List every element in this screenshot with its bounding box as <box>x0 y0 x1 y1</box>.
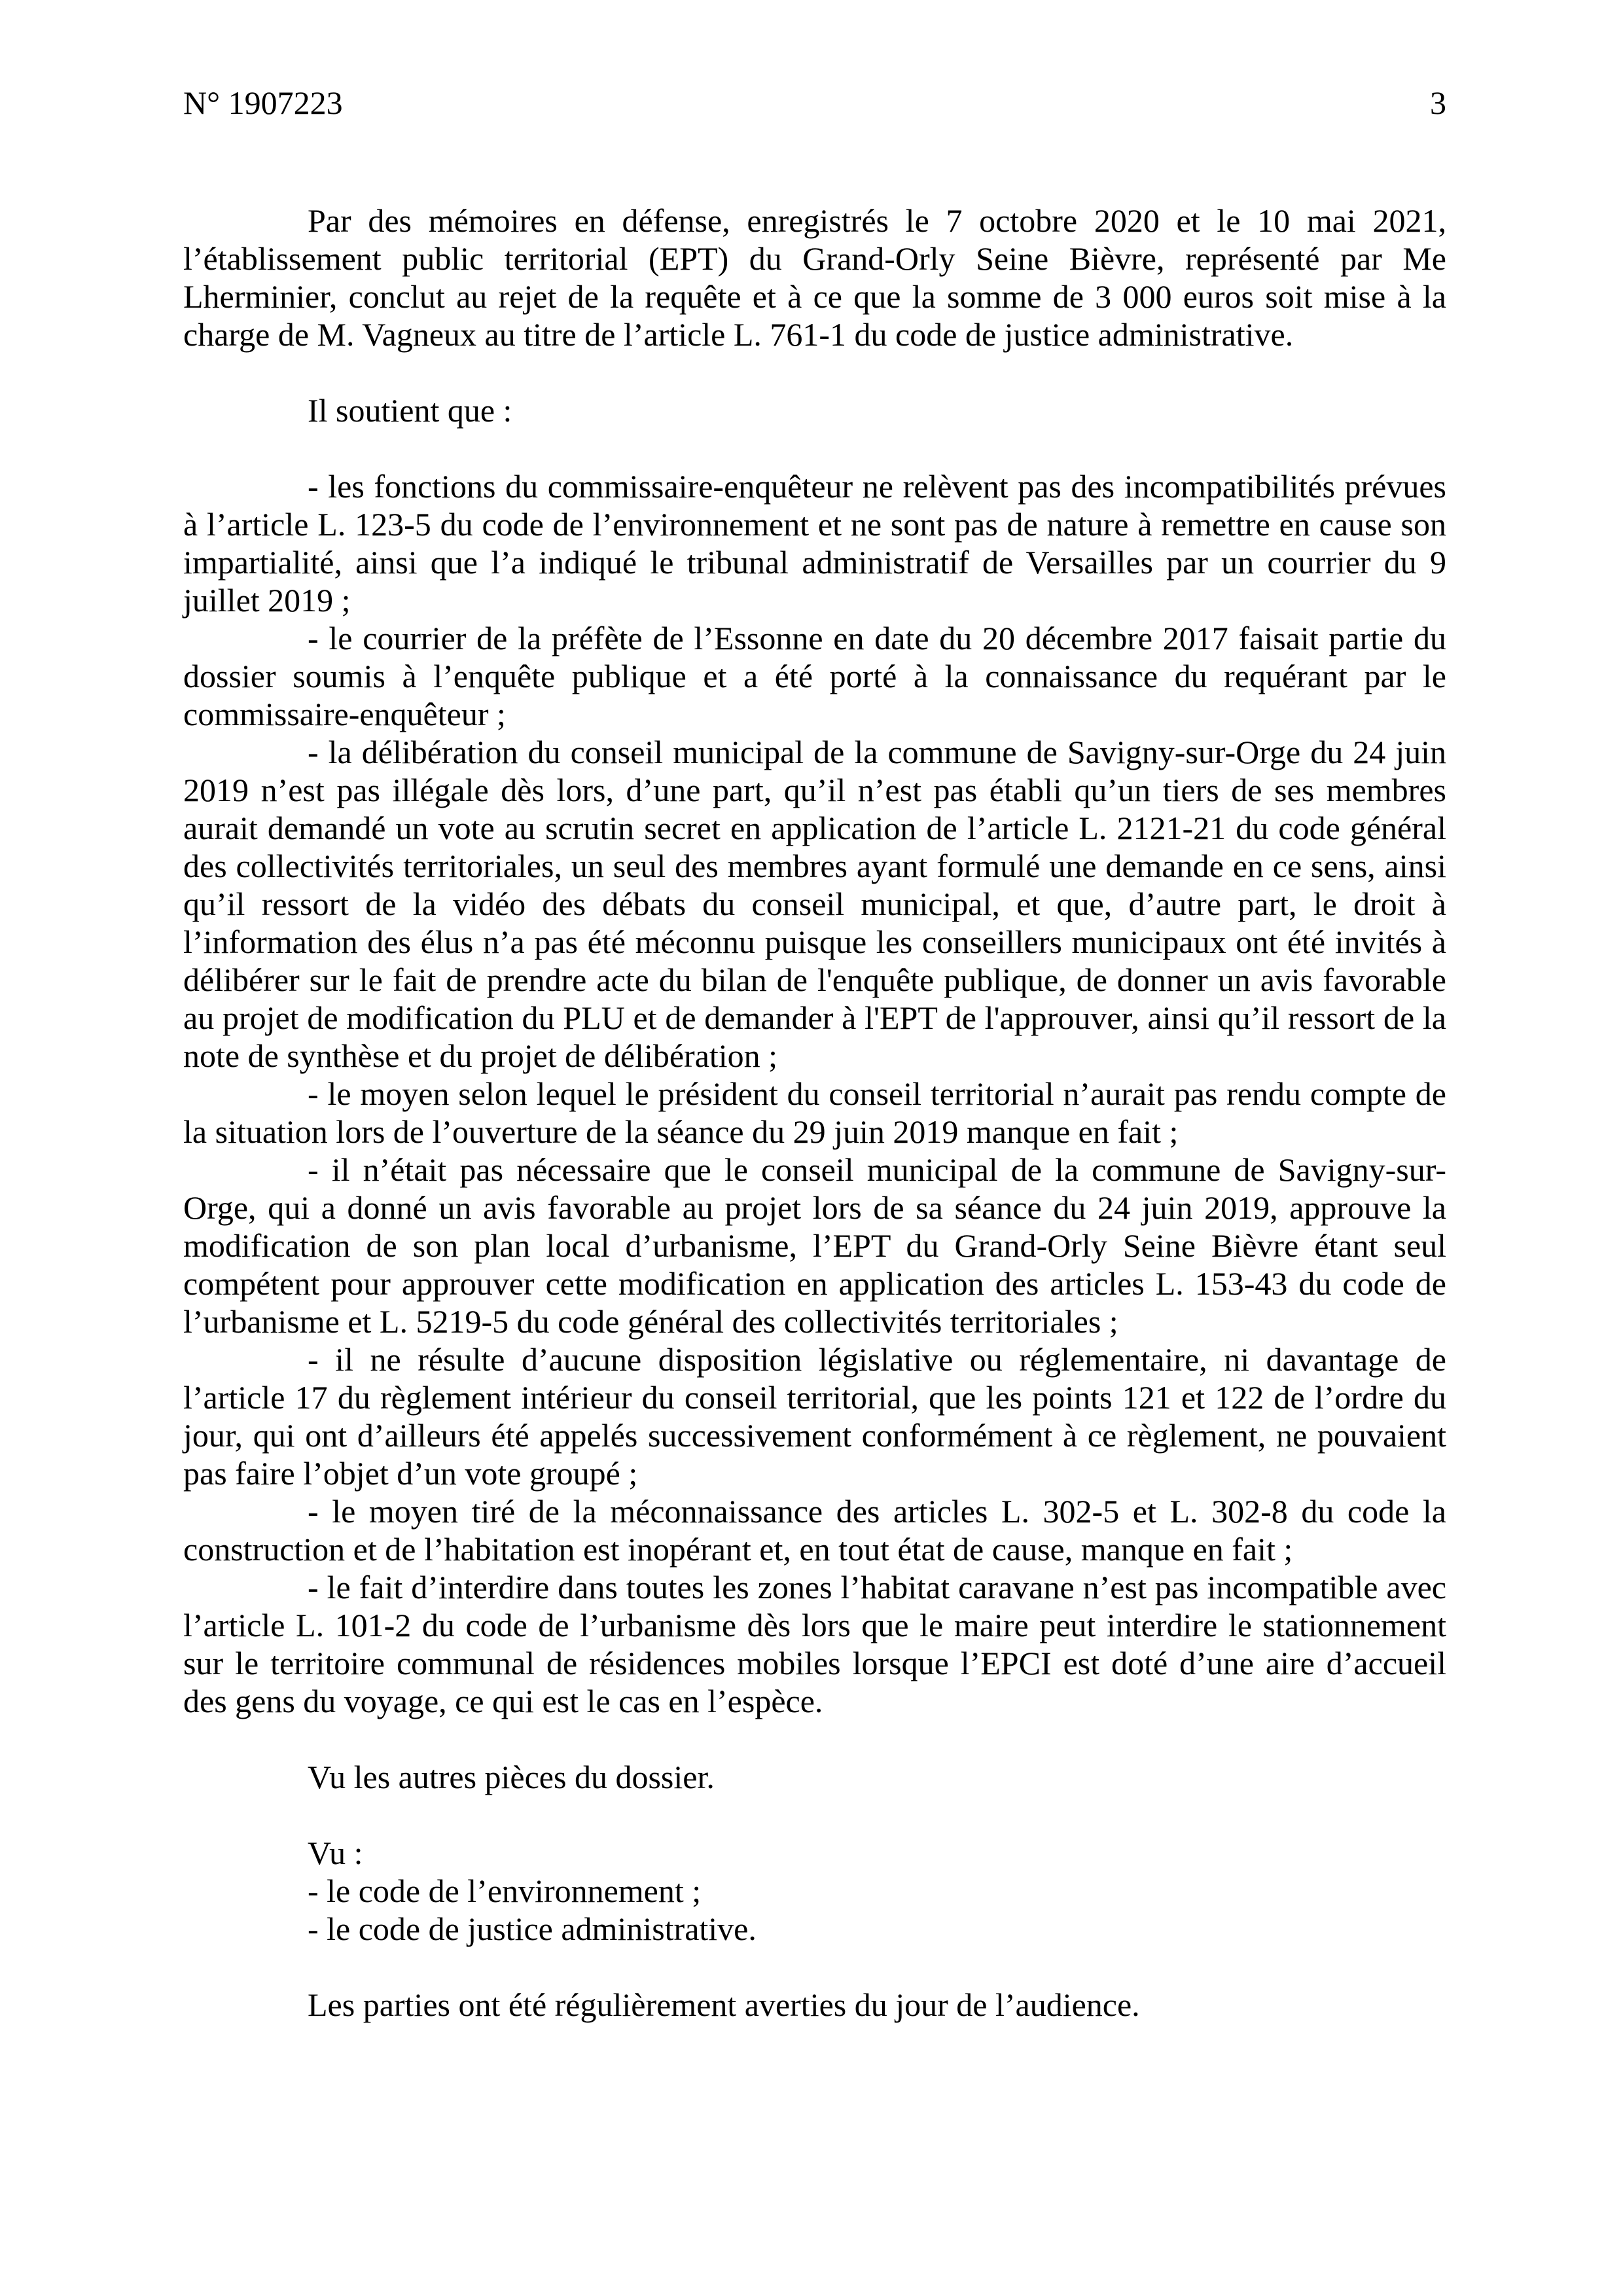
defense-argument-1: - les fonctions du commissaire-enquêteur ne relèvent pas des incompatibilités prévues à l’article L. 123-5 du code de l’environnement et ne sont pas de nature à remettre en cause son impartialité, ainsi que l’a indiqué le tribunal administratif de Versailles par un courrier du 9 juillet 2019 ; <box>183 468 1446 619</box>
vu-label: Vu : <box>308 1835 363 1871</box>
vu-pieces-paragraph: Vu les autres pièces du dossier. <box>308 1759 715 1795</box>
page-header <box>183 84 1446 122</box>
defense-argument-8: - le fait d’interdire dans toutes les zones l’habitat caravane n’est pas incompatible avec l’article L. 101-2 du code de l’urbanisme dès lors que le maire peut interdire le stationnement sur le territoire communal de résidences mobiles lorsque l’EPCI est doté d’une aire d’accueil des gens du voyage, ce qui est le cas en l’espèce. <box>183 1569 1446 1719</box>
defense-argument-2: - le courrier de la préfète de l’Essonne en date du 20 décembre 2017 faisait partie du dossier soumis à l’enquête publique et a été porté à la connaissance du requérant par le commissaire-enquêteur ; <box>183 620 1446 732</box>
defense-argument-5: - il n’était pas nécessaire que le conseil municipal de la commune de Savigny-sur-Orge, qui a donné un avis favorable au projet lors de sa séance du 24 juin 2019, approuve la modification de son plan local d’urbanisme, l’EPT du Grand-Orly Seine Bièvre étant seul compétent pour approuver cette modification en application des articles L. 153-43 du code de l’urbanisme et L. 5219-5 du code général des collectivités territoriales ; <box>183 1151 1446 1340</box>
audience-notice: Les parties ont été régulièrement averties du jour de l’audience. <box>308 1986 1140 2023</box>
defense-argument-7: - le moyen tiré de la méconnaissance des articles L. 302-5 et L. 302-8 du code la construction et de l’habitation est inopérant et, en tout état de cause, manque en fait ; <box>183 1493 1446 1568</box>
defense-argument-6: - il ne résulte d’aucune disposition législative ou réglementaire, ni davantage de l’article 17 du règlement intérieur du conseil territorial, que les points 121 et 122 de l’ordre du jour, qui ont d’ailleurs été appelés successivement conformément à ce règlement, ne pouvaient pas faire l’objet d’un vote groupé ; <box>183 1341 1446 1492</box>
visa-code-environnement: - le code de l’environnement ; <box>308 1873 702 1909</box>
page-number: 3 <box>1430 84 1446 121</box>
defense-memoire-paragraph: Par des mémoires en défense, enregistrés le 7 octobre 2020 et le 10 mai 2021, l’établissement public territorial (EPT) du Grand-Orly Seine Bièvre, représenté par Me Lherminier, conclut au rejet de la requête et à ce que la somme de 3 000 euros soit mise à la charge de M. Vagneux au titre de l’article L. 761-1 du code de justice administrative. <box>183 202 1446 353</box>
soutient-intro: Il soutient que : <box>308 392 512 429</box>
visa-code-justice: - le code de justice administrative. <box>308 1910 757 1947</box>
defense-argument-3: - la délibération du conseil municipal de la commune de Savigny-sur-Orge du 24 juin 2019 n’est pas illégale dès lors, d’une part, qu’il n’est pas établi qu’un tiers de ses membres aurait demandé un vote au scrutin secret en application de l’article L. 2121-21 du code général des collectivités territoriales, un seul des membres ayant formulé une demande en ce sens, ainsi qu’il ressort de la vidéo des débats du conseil municipal, et que, d’autre part, le droit à l’information des élus n’a pas été méconnu puisque les conseillers municipaux ont été invités à délibérer sur le fait de prendre acte du bilan de l'enquête publique, de donner un avis favorable au projet de modification du PLU et de demander à l'EPT de l'approuver, ainsi qu’il ressort de la note de synthèse et du projet de délibération ; <box>183 734 1446 1074</box>
document-body <box>183 202 1446 2024</box>
case-number: N° 1907223 <box>183 84 343 121</box>
defense-argument-4: - le moyen selon lequel le président du conseil territorial n’aurait pas rendu compte de la situation lors de l’ouverture de la séance du 29 juin 2019 manque en fait ; <box>183 1075 1446 1150</box>
